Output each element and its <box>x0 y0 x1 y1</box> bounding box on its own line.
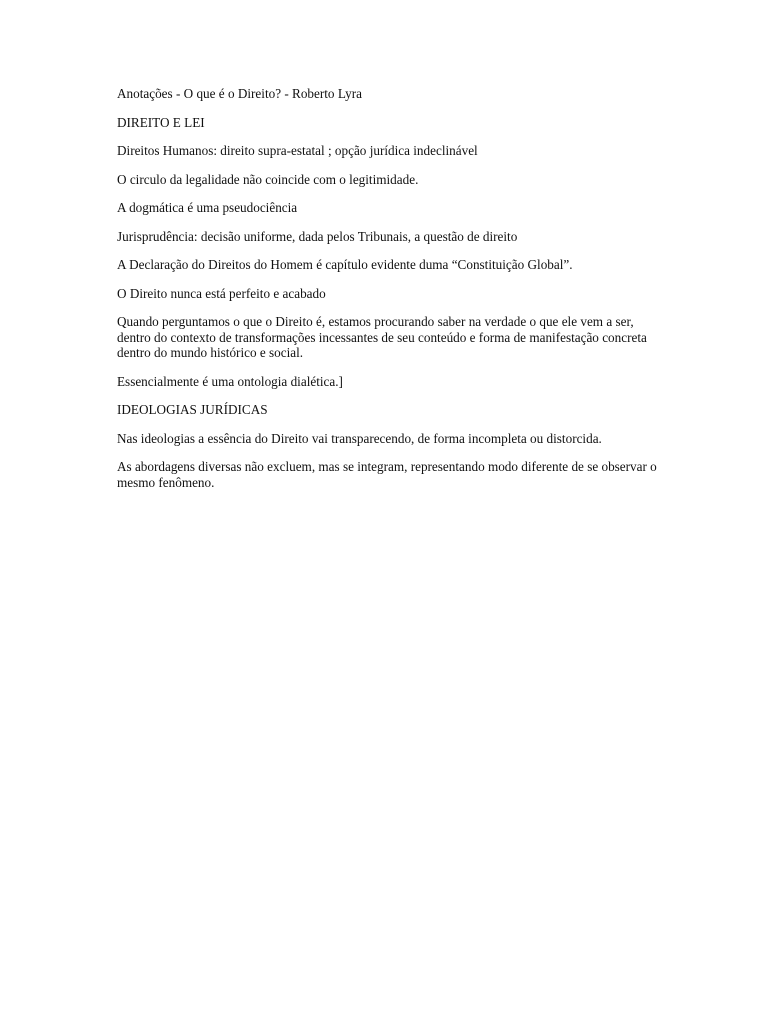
paragraph-quando-perguntamos: Quando perguntamos o que o Direito é, estamos procurando saber na verdade o que ele vem a ser, dentro do contexto de transformações incessantes de seu conteúdo e forma de manifestação concreta dentro do mundo histórico e social. <box>117 314 647 360</box>
paragraph-ideologias: Nas ideologias a essência do Direito vai transparecendo, de forma incompleta ou distorcida. <box>117 430 602 446</box>
section-heading-ideologias-juridicas: IDEOLOGIAS JURÍDICAS <box>117 402 268 417</box>
paragraph-declaracao: A Declaração do Direitos do Homem é capítulo evidente duma “Constituição Global”. <box>117 257 573 272</box>
document-body <box>117 86 657 503</box>
paragraph-circulo-legalidade: O circulo da legalidade não coincide com o legitimidade. <box>117 171 419 187</box>
paragraph-dogmatica: A dogmática é uma pseudociência <box>117 200 298 215</box>
paragraph-direito-nunca-perfeito: O Direito nunca está perfeito e acabado <box>117 285 326 301</box>
document-title: Anotações - O que é o Direito? - Roberto Lyra <box>117 86 362 101</box>
paragraph-direitos-humanos: Direitos Humanos: direito supra-estatal ; opção jurídica indeclinável <box>117 143 478 158</box>
paragraph-abordagens: As abordagens diversas não excluem, mas se integram, representando modo diferente de se observar o mesmo fenômeno. <box>117 459 657 490</box>
paragraph-ontologia-dialetica: Essencialmente é uma ontologia dialética.] <box>117 373 343 389</box>
section-heading-direito-e-lei: DIREITO E LEI <box>117 114 205 130</box>
paragraph-jurisprudencia: Jurisprudência: decisão uniforme, dada pelos Tribunais, a questão de direito <box>117 228 518 244</box>
